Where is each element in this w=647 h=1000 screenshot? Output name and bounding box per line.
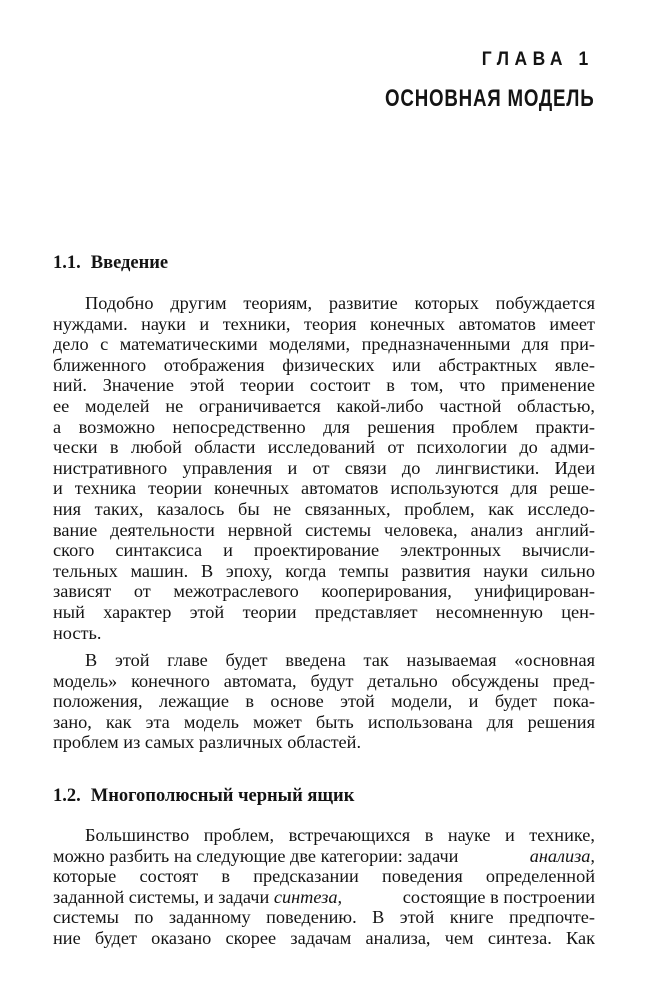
text-fragment: состоящие в построении [402, 886, 595, 907]
text-line: вание деятельности нервной системы человека, анализ англий- [53, 519, 595, 540]
chapter-title: ОСНОВНАЯ МОДЕЛЬ [384, 85, 594, 112]
text-line [53, 846, 595, 867]
text-fragment: можно разбить на следующие две категории: задачи [53, 845, 459, 866]
text-line: зано, как эта модель может быть использована для решения [53, 711, 595, 732]
text-line: системы по заданному поведению. В этой книге предпочте- [53, 907, 595, 928]
text-line: ния таких, казалось бы не связанных, проблем, как исследо- [53, 498, 595, 519]
text-line: проблем из самых различных областей. [53, 732, 362, 753]
section-number: 1.2. [53, 786, 81, 806]
section-title: Многополюсный черный ящик [90, 786, 355, 806]
text-fragment: заданной системы, и задачи [53, 886, 270, 907]
chapter-label: ГЛАВА 1 [482, 49, 594, 70]
text-line: ний. Значение этой теории состоит в том, что применение [53, 375, 595, 396]
paragraph-black-box [53, 825, 595, 949]
text-line: Большинство проблем, встречающихся в науке и технике, [85, 825, 595, 845]
text-line: ближенного отображения физических или абстрактных явле- [53, 354, 595, 375]
text-line: нуждами. науки и техники, теория конечных автоматов имеет [53, 313, 595, 334]
text-line: нистративного управления и от связи до лингвистики. Идеи [53, 457, 595, 478]
section-title: Введение [90, 253, 169, 273]
paragraph-intro [53, 293, 595, 643]
section-heading-1-1 [53, 253, 168, 274]
emphasis-synthesis: синтеза, [273, 886, 343, 907]
emphasis-analysis: анализа, [529, 845, 595, 866]
text-line [53, 887, 595, 908]
text-line: ность. [53, 622, 102, 643]
text-fragment [53, 887, 342, 908]
text-line: тельных машин. В эпоху, когда темпы развития науки сильно [53, 560, 595, 581]
text-line: зависят от межотраслевого кооперирования, унифицирован- [53, 581, 595, 602]
text-line: модель» конечного автомата, будут детально обсуждены пред- [53, 670, 595, 691]
text-line: ского синтаксиса и проектирование электронных вычисли- [53, 540, 595, 561]
text-line: ный характер этой теории представляет несомненную цен- [53, 601, 595, 622]
text-line: положения, лежащие в основе этой модели, и будет пока- [53, 691, 595, 712]
text-line: и техника теории конечных автоматов используются для реше- [53, 478, 595, 499]
text-line: ние будет оказано скорее задачам анализа, чем синтеза. Как [53, 927, 595, 948]
paragraph-chapter-plan [53, 650, 595, 753]
section-heading-1-2 [53, 786, 354, 807]
text-line: В этой главе будет введена так называемая «основная [85, 650, 595, 670]
text-line: дело с математическими моделями, предназначенными для при- [53, 334, 595, 355]
text-line: ее моделей не ограничивается какой-либо частной областью, [53, 395, 595, 416]
text-line: Подобно другим теориям, развитие которых побуждается [85, 293, 595, 313]
text-line: а возможно непосредственно для решения проблем практи- [53, 416, 595, 437]
text-line: которые состоят в предсказании поведения определенной [53, 866, 595, 887]
section-number: 1.1. [53, 253, 81, 273]
text-line: чески в любой области исследований от психологии до адми- [53, 437, 595, 458]
